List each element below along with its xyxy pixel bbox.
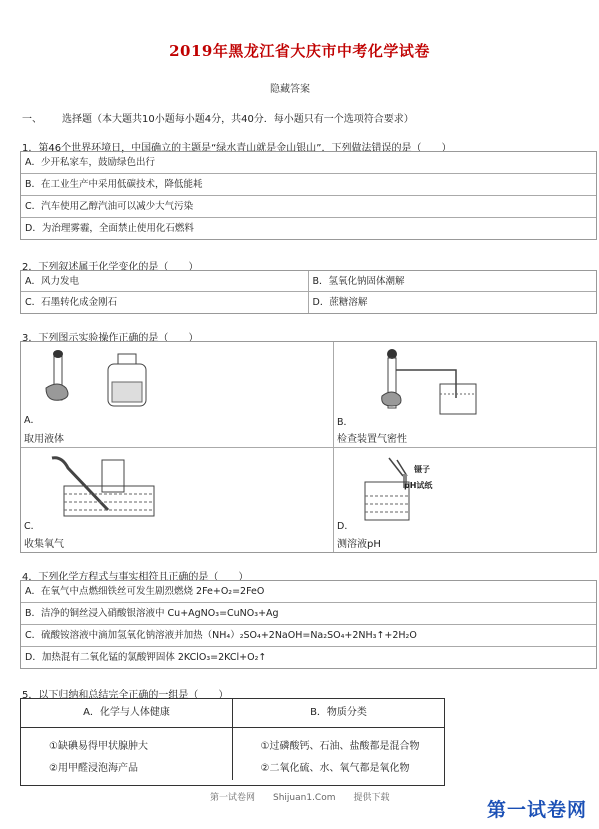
- page-footer: 第一试卷网 Shijuan1.Com 提供下载: [210, 793, 390, 803]
- q5-b-item-2: ②二氧化硫、水、氧气都是氧化物: [260, 763, 410, 774]
- q2-option-c[interactable]: C．石墨转化成金刚石: [21, 292, 309, 313]
- section-number: 一、: [22, 114, 42, 125]
- section-heading: 选择题（本大题共10小题每小题4分，共40分．每小题只有一个选项符合要求）: [62, 114, 414, 125]
- q1-option-c[interactable]: C．汽车使用乙醇汽油可以减少大气污染: [21, 196, 596, 218]
- q3-d-caption: 测溶液pH: [337, 539, 381, 550]
- q5-a-item-2: ②用甲醛浸泡海产品: [49, 763, 138, 774]
- q3-options: [20, 341, 597, 553]
- q5-b-item-1: ①过磷酸钙、石油、盐酸都是混合物: [260, 741, 420, 752]
- q3-option-a[interactable]: [21, 342, 333, 447]
- q4-stem: 4．下列化学方程式与事实相符且正确的是（ ）: [22, 572, 249, 583]
- q1-option-a[interactable]: A．少开私家车，鼓励绿色出行: [21, 152, 596, 174]
- dropper-bottle-illustration: [36, 350, 156, 410]
- q3-option-c[interactable]: [21, 448, 333, 552]
- gas-collection-illustration: [46, 452, 166, 522]
- hide-answers-button[interactable]: 隐藏答案: [270, 84, 310, 95]
- q3-c-caption: 收集氧气: [24, 539, 64, 550]
- q5-col-b: [233, 728, 445, 780]
- q1-options: [20, 151, 597, 240]
- q5-header-a[interactable]: A．化学与人体健康: [21, 699, 233, 727]
- q3-option-d[interactable]: [334, 448, 596, 552]
- q3-a-letter: A．: [24, 415, 40, 426]
- q2-options: [20, 270, 597, 314]
- tweezers-label: 镊子: [414, 465, 430, 474]
- q5-table: [20, 698, 445, 786]
- q3-option-b[interactable]: [334, 342, 596, 447]
- q3-b-caption: 检查装置气密性: [337, 434, 407, 445]
- q1-option-d[interactable]: D．为治理雾霾，全面禁止使用化石燃料: [25, 223, 194, 234]
- airtightness-illustration: [354, 346, 494, 418]
- q4-option-b[interactable]: B．洁净的铜丝浸入硝酸银溶液中 Cu+AgNO₃=CuNO₃+Ag: [21, 603, 596, 625]
- q3-c-letter: C．: [24, 521, 41, 532]
- q5-col-a: [21, 728, 233, 780]
- q2-stem: 2．下列叙述属于化学变化的是（ ）: [22, 262, 199, 273]
- q2-option-b[interactable]: B．氢氧化钠固体潮解: [309, 271, 597, 292]
- q3-d-letter: D．: [337, 521, 354, 532]
- q2-option-d[interactable]: D．蔗糖溶解: [312, 297, 368, 308]
- exam-title: 2019年黑龙江省大庆市中考化学试卷: [169, 42, 430, 60]
- q4-option-a[interactable]: A．在氧气中点燃细铁丝可发生剧烈燃烧 2Fe+O₂=2FeO: [21, 581, 596, 603]
- ph-paper-label: pH试纸: [404, 481, 433, 490]
- q4-option-d[interactable]: D．加热混有二氧化锰的氯酸钾固体 2KClO₃=2KCl+O₂↑: [25, 652, 267, 663]
- q4-options: [20, 580, 597, 669]
- q3-b-letter: B．: [337, 417, 354, 428]
- site-watermark: 第一试卷网: [486, 799, 587, 821]
- q2-option-a[interactable]: A．风力发电: [21, 271, 309, 292]
- q5-a-item-1: ①缺碘易得甲状腺肿大: [49, 741, 148, 752]
- q5-header-b[interactable]: B．物质分类: [310, 707, 367, 718]
- q3-stem: 3．下列图示实验操作正确的是（ ）: [22, 333, 199, 344]
- q1-option-b[interactable]: B．在工业生产中采用低碳技术，降低能耗: [21, 174, 596, 196]
- q1-stem: 1．第46个世界环境日，中国确立的主题是“绿水青山就是金山银山”．下列做法错误的是（ ）: [22, 143, 452, 154]
- q4-option-c[interactable]: C．硫酸铵溶液中滴加氢氧化钠溶液并加热（NH₄）₂SO₄+2NaOH=Na₂SO₄+2NH₃↑+2H₂O: [21, 625, 596, 647]
- q3-a-caption: 取用液体: [24, 434, 64, 445]
- q5-stem: 5．以下归纳和总结完全正确的一组是（ ）: [22, 690, 229, 701]
